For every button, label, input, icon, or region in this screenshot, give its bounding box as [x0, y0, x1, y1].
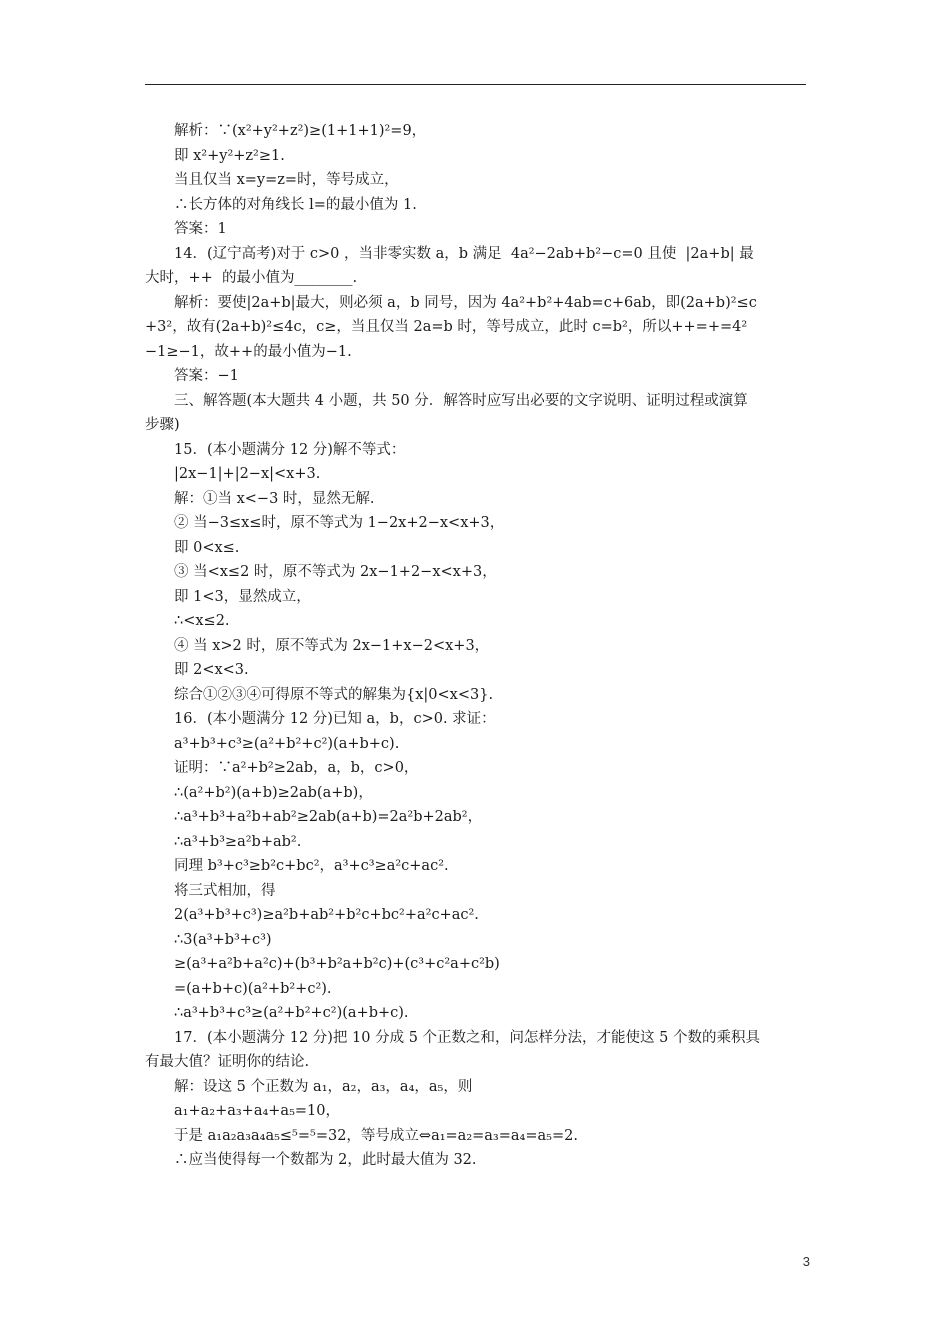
text-line: 将三式相加，得 — [174, 882, 276, 899]
text-line: 于是 a₁a₂a₃a₄a₅≤⁵=⁵=32，等号成立⇔a₁=a₂=a₃=a₄=a₅=2. — [174, 1127, 578, 1144]
text-line: 17．(本小题满分 12 分)把 10 分成 5 个正数之和，问怎样分法，才能使这 5 个数的乘积具 — [174, 1029, 760, 1046]
text-line: ∴应当使得每一个数都为 2，此时最大值为 32. — [174, 1152, 477, 1168]
text-line: 三、解答题(本大题共 4 小题，共 50 分．解答时应写出必要的文字说明、证明过程或演算 — [174, 392, 748, 409]
text-line: 即 0<x≤. — [174, 539, 240, 556]
text-line: ∴<x≤2. — [174, 613, 230, 629]
text-line: −1≥−1，故++的最小值为−1. — [145, 343, 352, 360]
text-line: 综合①②③④可得原不等式的解集为{x|0<x<3}. — [174, 686, 494, 703]
document-body — [145, 119, 809, 1173]
text-line: 2(a³+b³+c³)≥a²b+ab²+b²c+bc²+a²c+ac². — [174, 907, 479, 923]
text-line: 有最大值？证明你的结论. — [145, 1054, 310, 1070]
text-line: ∴a³+b³+c³≥(a²+b²+c²)(a+b+c). — [174, 1005, 409, 1021]
text-line: ③ 当<x≤2 时，原不等式为 2x−1+2−x<x+3， — [174, 564, 497, 580]
text-line: 即 1<3，显然成立， — [174, 588, 311, 605]
text-line: 同理 b³+c³≥b²c+bc²，a³+c³≥a²c+ac². — [174, 858, 449, 874]
text-line: ④ 当 x>2 时，原不等式为 2x−1+x−2<x+3， — [174, 637, 490, 654]
text-line: ∴a³+b³≥a²b+ab². — [174, 833, 302, 850]
text-line: ∴长方体的对角线长 l=的最小值为 1. — [174, 196, 417, 213]
text-line: 解析：要使|2a+b|最大，则必须 a，b 同号，因为 4a²+b²+4ab=c+6ab，即(2a+b)²≤c — [174, 294, 757, 311]
text-line: ∴3(a³+b³+c³) — [174, 931, 272, 948]
text-line: 答案：−1 — [174, 368, 239, 384]
text-line: 步骤) — [145, 417, 180, 433]
text-line: 解：设这 5 个正数为 a₁，a₂，a₃，a₄，a₅，则 — [174, 1078, 473, 1095]
text-line: 即 2<x<3. — [174, 662, 249, 678]
text-line: ② 当−3≤x≤时，原不等式为 1−2x+2−x<x+3， — [174, 515, 505, 531]
header-rule — [145, 84, 806, 85]
text-line: a³+b³+c³≥(a²+b²+c²)(a+b+c). — [174, 735, 400, 752]
text-line: +3²，故有(2a+b)²≤4c，c≥，当且仅当 2a=b 时，等号成立，此时 c=b²，所以++=+=4² — [145, 319, 748, 335]
text-line: 大时，++ 的最小值为________. — [145, 270, 358, 286]
text-line: 14．(辽宁高考)对于 c>0 ，当非零实数 a，b 满足 4a²−2ab+b²−c=0 且使 |2a+b| 最 — [174, 245, 754, 262]
page-number: 3 — [802, 1254, 810, 1269]
text-line: 证明：∵a²+b²≥2ab，a，b，c>0， — [174, 760, 419, 776]
text-line: 15．(本小题满分 12 分)解不等式： — [174, 441, 406, 458]
text-line: 16．(本小题满分 12 分)已知 a，b，c>0. 求证： — [174, 711, 496, 727]
text-line: ∴a³+b³+a²b+ab²≥2ab(a+b)=2a²b+2ab²， — [174, 809, 483, 825]
text-line: ∴(a²+b²)(a+b)≥2ab(a+b)， — [174, 784, 373, 801]
text-line: a₁+a₂+a₃+a₄+a₅=10， — [174, 1103, 340, 1119]
text-line: ≥(a³+a²b+a²c)+(b³+b²a+b²c)+(c³+c²a+c²b) — [174, 956, 500, 972]
text-line: 即 x²+y²+z²≥1. — [174, 147, 285, 164]
text-line: |2x−1|+|2−x|<x+3. — [174, 466, 321, 482]
text-line: 解：①当 x<−3 时，显然无解. — [174, 490, 375, 507]
text-line: 答案：1 — [174, 221, 227, 237]
text-line: =(a+b+c)(a²+b²+c²). — [174, 980, 332, 997]
text-line: 解析：∵(x²+y²+z²)≥(1+1+1)²=9， — [174, 123, 427, 139]
text-line: 当且仅当 x=y=z=时，等号成立， — [174, 172, 399, 188]
